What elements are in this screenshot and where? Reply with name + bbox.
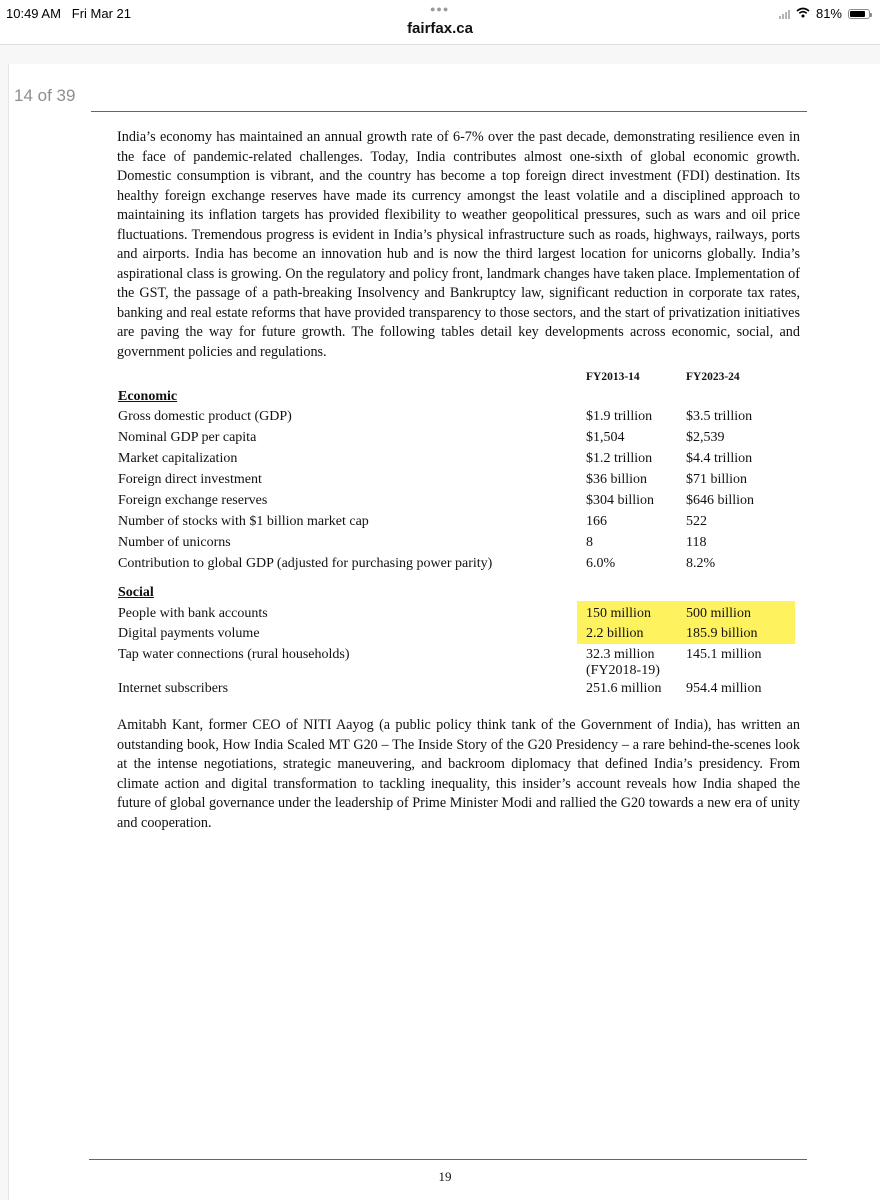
- document-page: [8, 64, 880, 1200]
- table-cell-fy2013: 166: [586, 514, 607, 529]
- table-cell-fy2013: $1.9 trillion: [586, 409, 653, 424]
- table-row-label: Internet subscribers: [118, 681, 229, 696]
- table-row-label: Number of stocks with $1 billion market cap: [118, 514, 369, 529]
- table-cell-fy2013: 251.6 million: [586, 681, 662, 696]
- table-cell-fy2023: 8.2%: [686, 556, 716, 571]
- battery-percent: 81%: [815, 6, 842, 21]
- table-cell-fy2023: 118: [686, 535, 707, 550]
- book-paragraph: Amitabh Kant, former CEO of NITI Aayog (a public policy think tank of the Government of India), has written an outstanding book, How India Scaled MT G20 – The Inside Story of the G20 Presidency – a rare behind-the-scenes look at the intense negotiations, strategic maneuvering, and backroom diplomacy that defined India’s presidency. From climate action and digital transformation to tackling inequality, this insider’s account reveals how India shaped the future of global governance under the leadership of Prime Minister Modi and rallied the G20 towards a new era of unity and cooperation.: [117, 717, 800, 831]
- multitasking-dots-icon[interactable]: ●●●: [430, 4, 450, 14]
- table-row-label: Foreign direct investment: [118, 472, 262, 487]
- table-cell-fy2013: 8: [586, 535, 593, 550]
- table-row-label: Tap water connections (rural households): [118, 647, 350, 662]
- cellular-signal-icon: [779, 9, 790, 19]
- table-cell-fy2023: $71 billion: [686, 472, 748, 487]
- section-heading-social: Social: [118, 585, 154, 600]
- table-row-label: Market capitalization: [118, 451, 238, 466]
- table-cell-fy2013: 2.2 billion: [586, 626, 644, 641]
- table-cell-fy2013: $1.2 trillion: [586, 451, 653, 466]
- table-row-label: People with bank accounts: [118, 606, 268, 621]
- column-header-fy2023-24: FY2023-24: [686, 371, 740, 383]
- table-row-label: Number of unicorns: [118, 535, 231, 550]
- status-time-date: 10:49 AM Fri Mar 21: [6, 6, 132, 21]
- table-row-label: Foreign exchange reserves: [118, 493, 268, 508]
- table-cell-fy2023: 522: [686, 514, 707, 529]
- column-header-fy2013-14: FY2013-14: [586, 371, 640, 383]
- table-cell-fy2023: $646 billion: [686, 493, 755, 508]
- address-bar-url[interactable]: fairfax.ca: [407, 20, 473, 37]
- page-count-indicator: 14 of 39: [14, 86, 76, 105]
- table-cell-fy2013: $304 billion: [586, 493, 655, 508]
- status-bar: [0, 0, 880, 22]
- page-number: 19: [438, 1169, 452, 1184]
- table-cell-fy2023: 145.1 million: [686, 647, 762, 662]
- wifi-icon: [796, 6, 810, 21]
- table-row-label: Contribution to global GDP (adjusted for purchasing power parity): [118, 556, 493, 571]
- table-row-label: Gross domestic product (GDP): [118, 409, 292, 424]
- table-cell-fy2023: 185.9 billion: [686, 626, 758, 641]
- table-row-label: Nominal GDP per capita: [118, 430, 257, 445]
- section-heading-economic: Economic: [118, 389, 178, 404]
- status-indicators: [779, 6, 870, 21]
- table-cell-fy2013: $36 billion: [586, 472, 648, 487]
- header-rule: [91, 111, 807, 112]
- table-cell-fy2013: 32.3 million: [586, 647, 655, 662]
- footer-rule: [89, 1159, 807, 1160]
- table-cell-fy2023: $4.4 trillion: [686, 451, 753, 466]
- table-cell-fy2023: 954.4 million: [686, 681, 762, 696]
- table-cell-fy2023: $2,539: [686, 430, 725, 445]
- battery-icon: [848, 9, 870, 19]
- intro-paragraph: India’s economy has maintained an annual growth rate of 6-7% over the past decade, demonstrating resilience even in the face of pandemic-related challenges. Today, India contributes almost one-sixth of global economic growth. Domestic consumption is vibrant, and the country has become a top foreign direct investment (FDI) destination. Its healthy foreign exchange reserves have made its currency amongst the least volatile and a disciplined approach to maintaining its inflation targets has provided flexibility to weather geopolitical pressures, such as wars and oil price fluctuations. Tremendous progress is evident in India’s physical infrastructure such as roads, highways, railways, ports and airports. India has become an innovation hub and is now the third largest location for unicorns globally. India’s aspirational class is growing. On the regulatory and policy front, landmark changes have taken place. Implementation of the GST, the passage of a path-breaking Insolvency and Bankruptcy law, significant reduction in corporate tax rates, banking and real estate reforms that have provided transparency to those sectors, and the start of privatization initiatives are paving the way for future growth. The following tables detail key developments across economic, social, and government policies and regulations.: [117, 129, 800, 360]
- table-cell-fy2013: $1,504: [586, 430, 625, 445]
- table-cell-note: (FY2018-19): [586, 663, 660, 678]
- table-cell-fy2013: 150 million: [586, 606, 651, 621]
- table-cell-fy2023: $3.5 trillion: [686, 409, 753, 424]
- table-row-label: Digital payments volume: [118, 626, 260, 641]
- table-cell-fy2023: 500 million: [686, 606, 751, 621]
- table-cell-fy2013: 6.0%: [586, 556, 616, 571]
